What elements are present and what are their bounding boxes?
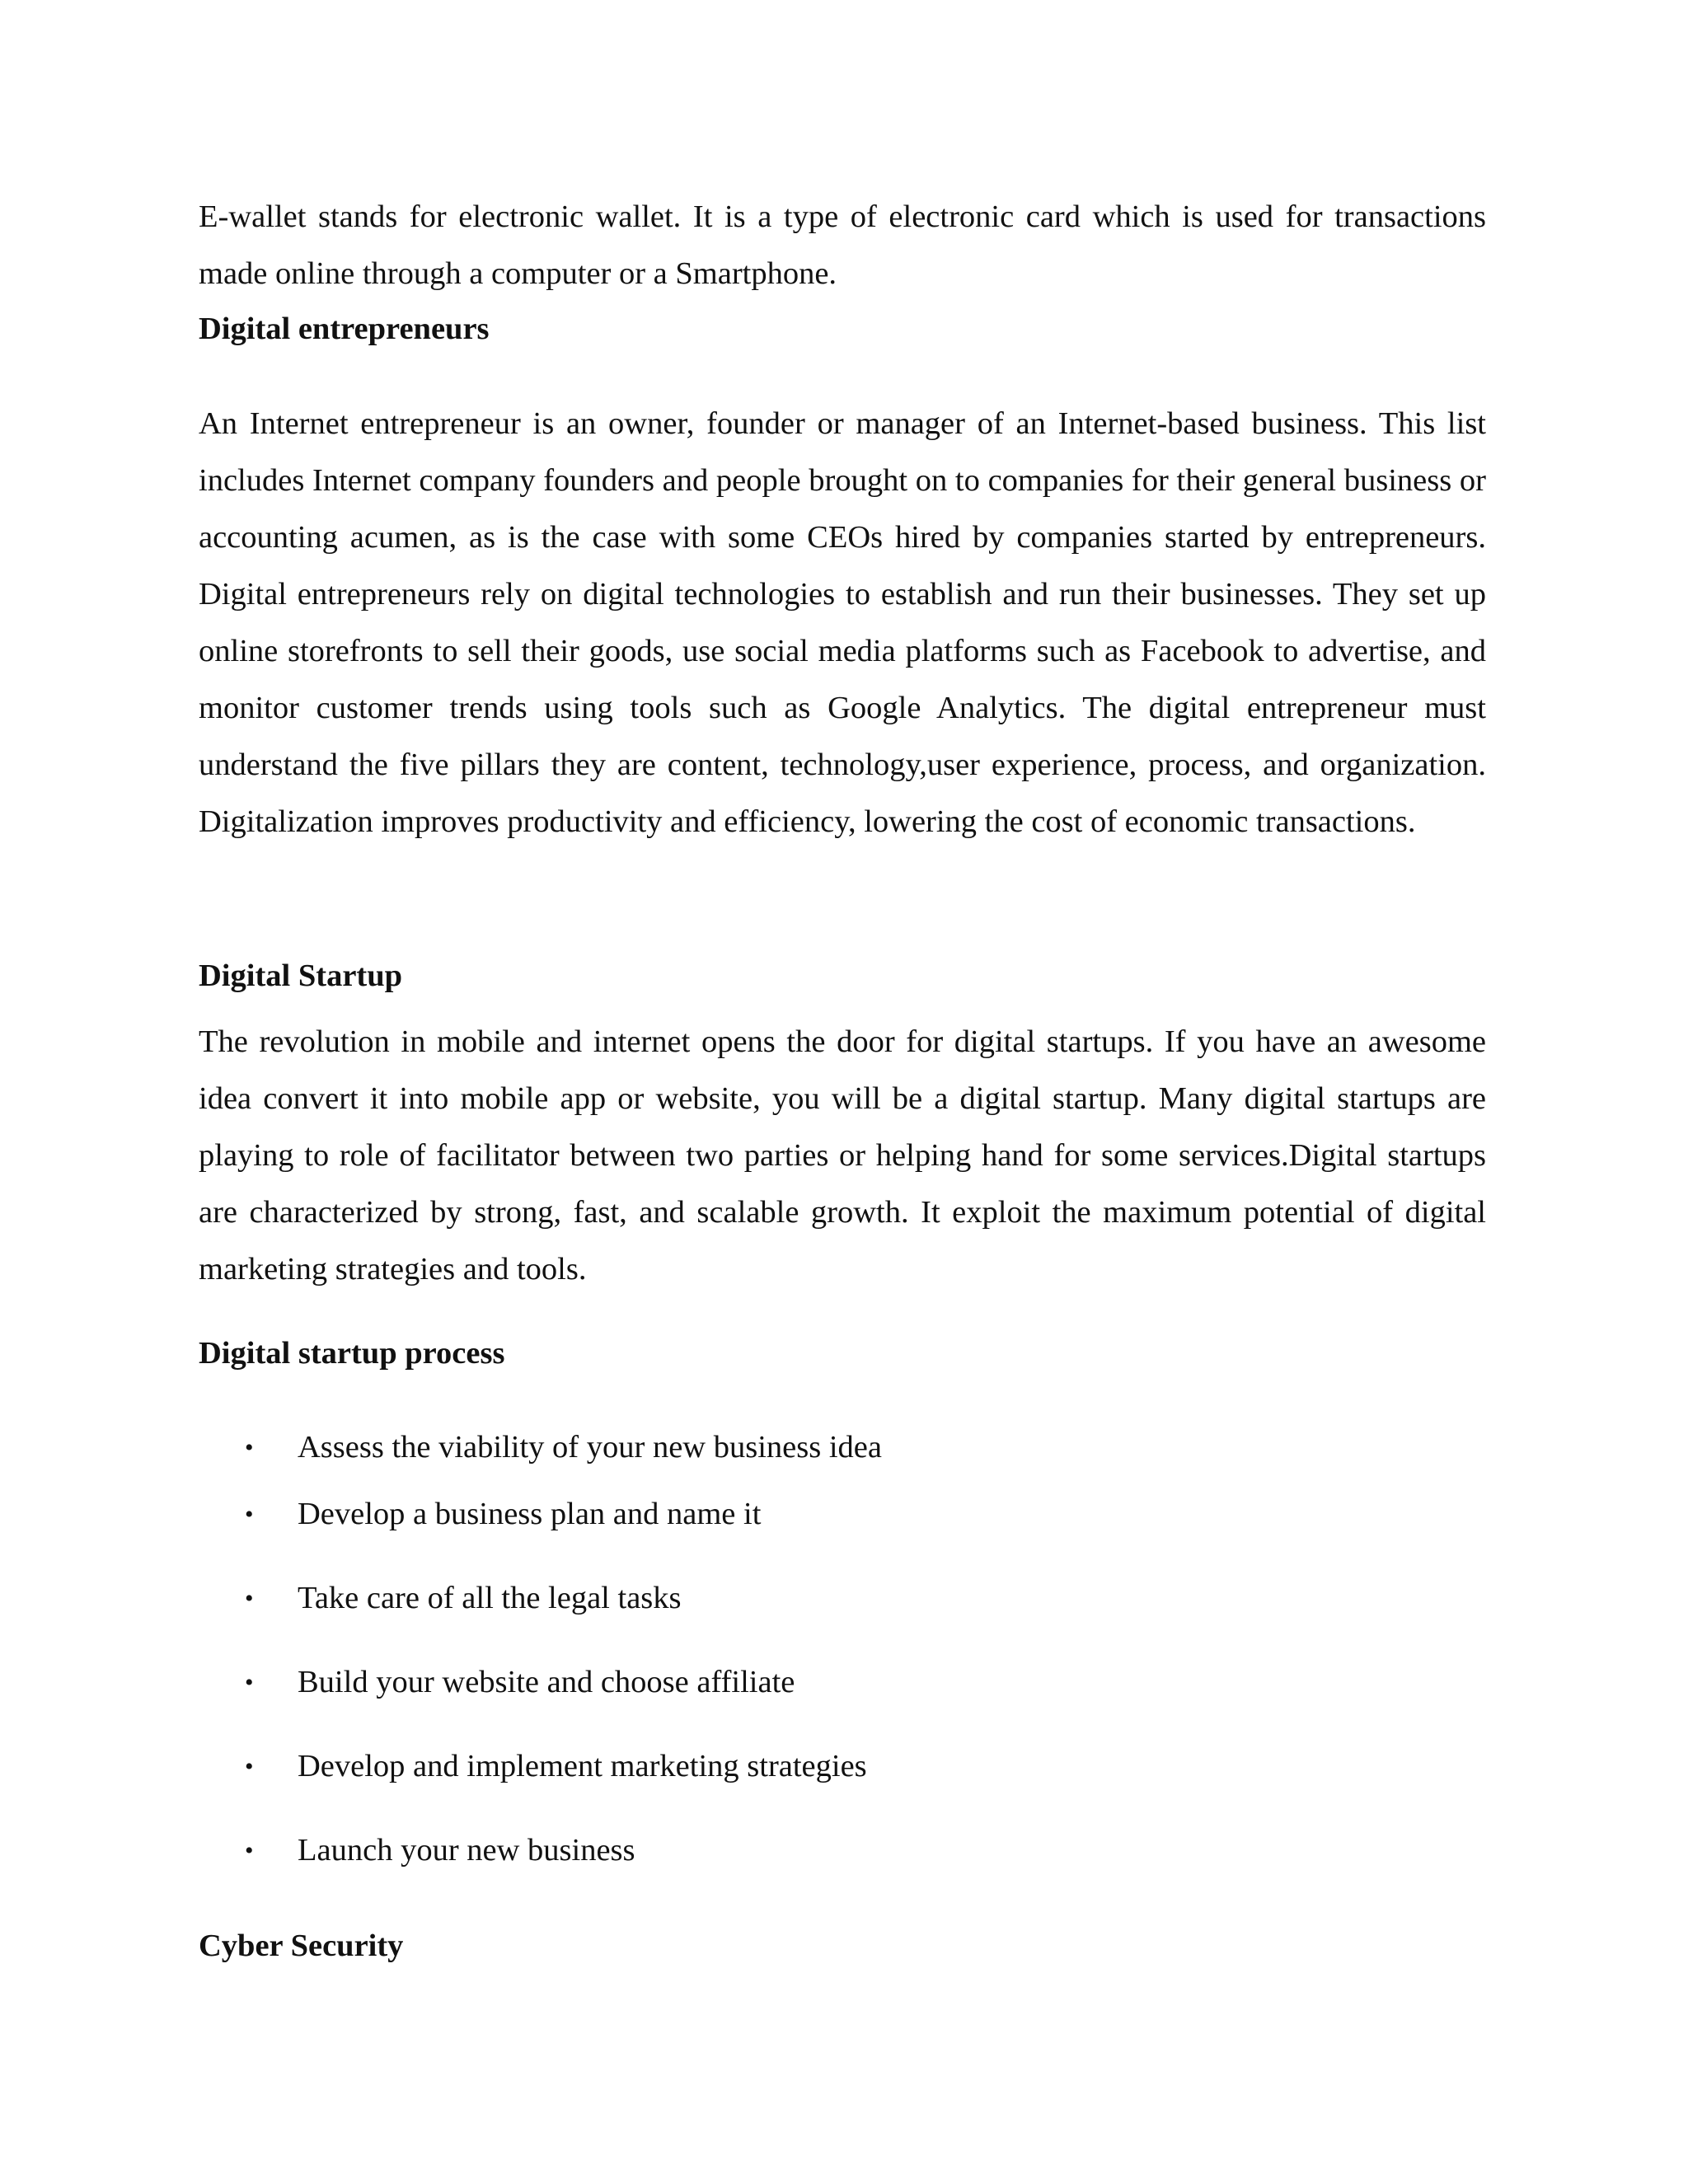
bullet-icon: • — [245, 1669, 254, 1696]
intro-paragraph: E-wallet stands for electronic wallet. It is a type of electronic card which is used for transactions made online through a computer or a Smartphone. — [199, 199, 1486, 291]
bullet-icon: • — [245, 1753, 254, 1780]
heading-digital-startup-process: Digital startup process — [199, 1336, 505, 1371]
paragraph-digital-entrepreneurs: An Internet entrepreneur is an owner, founder or manager of an Internet-based business. This list includes Internet company founders and people brought on to companies for their general business or accounting acumen, as is the case with some CEOs hired by companies started by entrepreneurs. Digital entrepreneurs rely on digital technologies to establish and run their businesses. They set up online storefronts to sell their goods, use social media platforms such as Facebook to advertise, and monitor customer trends using tools such as Google Analytics. The digital entrepreneur must understand the five pillars they are content, technology,user experience, process, and organization. Digitalization improves productivity and efficiency, lowering the cost of economic transactions. — [199, 406, 1486, 839]
list-item-text: Assess the viability of your new business idea — [298, 1430, 882, 1465]
list-item — [199, 1822, 1486, 1879]
bullet-icon: • — [245, 1585, 254, 1612]
list-item-text: Develop and implement marketing strategies — [298, 1749, 867, 1783]
heading-cyber-security: Cyber Security — [199, 1929, 404, 1963]
heading-digital-entrepreneurs: Digital entrepreneurs — [199, 312, 490, 346]
list-item — [199, 1738, 1486, 1795]
list-item-text: Build your website and choose affiliate — [298, 1665, 795, 1699]
heading-digital-startup: Digital Startup — [199, 958, 403, 993]
list-item — [199, 1570, 1486, 1627]
bullet-icon: • — [245, 1837, 254, 1864]
list-item — [199, 1654, 1486, 1711]
list-item-text: Take care of all the legal tasks — [298, 1581, 682, 1615]
list-item-text: Develop a business plan and name it — [298, 1497, 762, 1531]
list-item-text: Launch your new business — [298, 1833, 635, 1868]
bullet-icon: • — [245, 1501, 254, 1528]
bullet-icon: • — [245, 1434, 254, 1461]
list-item — [199, 1419, 1486, 1476]
list-item — [199, 1486, 1486, 1543]
paragraph-digital-startup: The revolution in mobile and internet opens the door for digital startups. If you have an awesome idea convert it into mobile app or website, you will be a digital startup. Many digital startups are playing to role of facilitator between two parties or helping hand for some services.Digital startups are characterized by strong, fast, and scalable growth. It exploit the maximum potential of digital marketing strategies and tools. — [199, 1024, 1486, 1286]
